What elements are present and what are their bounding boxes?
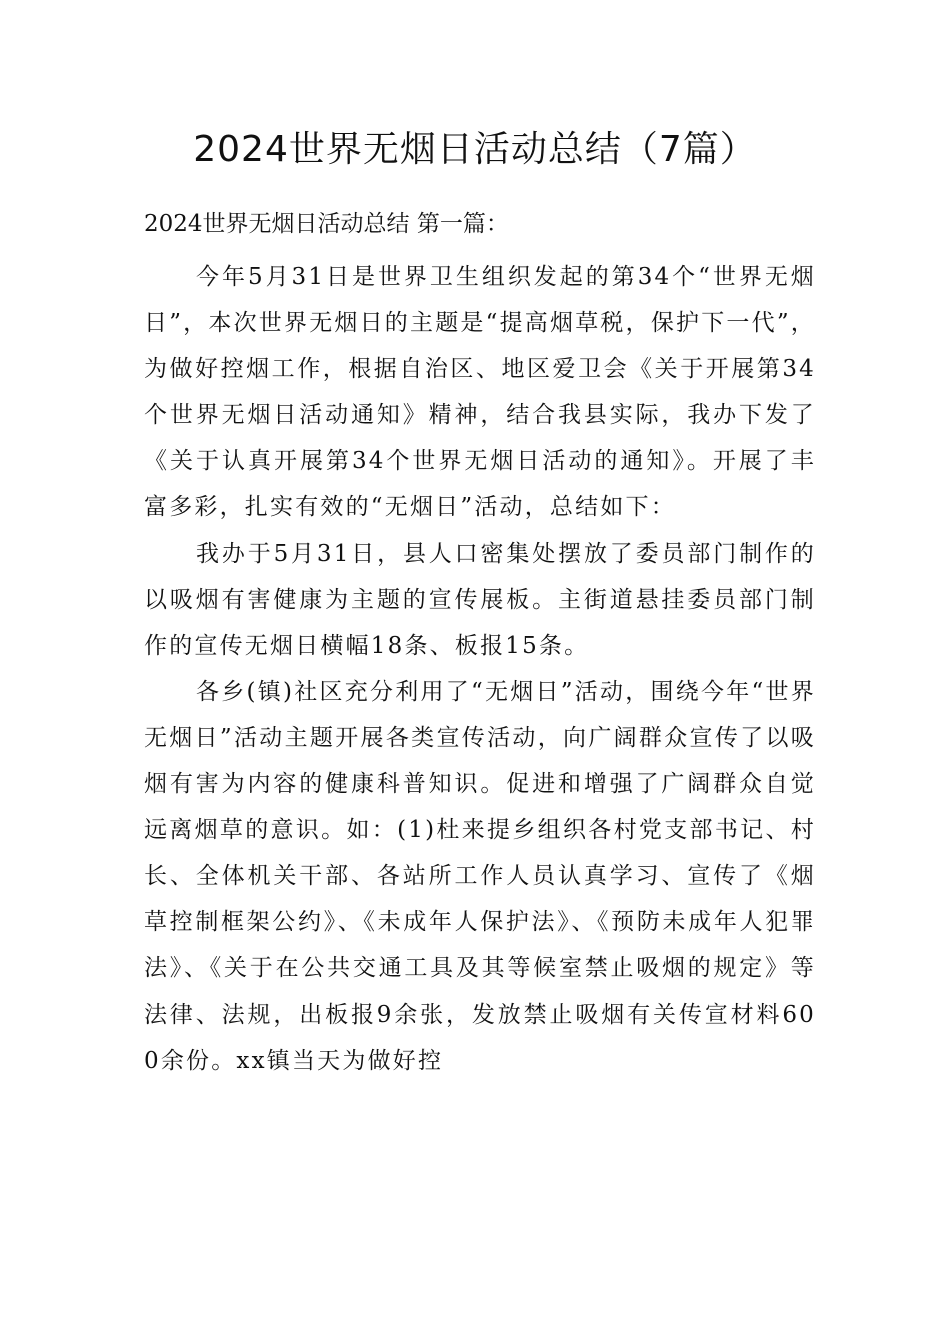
section-heading: 2024世界无烟日活动总结 第一篇： [144,211,509,237]
paragraph-display-boards: 我办于5月31日，县人口密集处摆放了委员部门制作的以吸烟有害健康为主题的宣传展板。主街道悬挂委员部门制作的宣传无烟日横幅18条、板报15条。 [144,540,816,659]
paragraph-intro: 今年5月31日是世界卫生组织发起的第34个“世界无烟日”，本次世界无烟日的主题是“提高烟草税，保护下一代”，为做好控烟工作，根据自治区、地区爱卫会《关于开展第34个世界无烟日活动通知》精神，结合我县实际，我办下发了《关于认真开展第34个世界无烟日活动的通知》。开展了丰富多彩，扎实有效的“无烟日”活动，总结如下： [144,264,816,521]
document-body [144,254,816,1084]
document-title: 2024世界无烟日活动总结（7篇） [193,129,757,170]
paragraph-community-activities: 各乡(镇)社区充分利用了“无烟日”活动，围绕今年“世界无烟日”活动主题开展各类宣传活动，向广阔群众宣传了以吸烟有害为内容的健康科普知识。促进和增强了广阔群众自觉远离烟草的意识。如：(1)杜来提乡组织各村党支部书记、村长、全体机关干部、各站所工作人员认真学习、宣传了《烟草控制框架公约》、《未成年人保护法》、《预防未成年人犯罪法》、《关于在公共交通工具及其等候室禁止吸烟的规定》等法律、法规，出板报9余张，发放禁止吸烟有关传宣材料600余份。xx镇当天为做好控 [144,678,816,1074]
